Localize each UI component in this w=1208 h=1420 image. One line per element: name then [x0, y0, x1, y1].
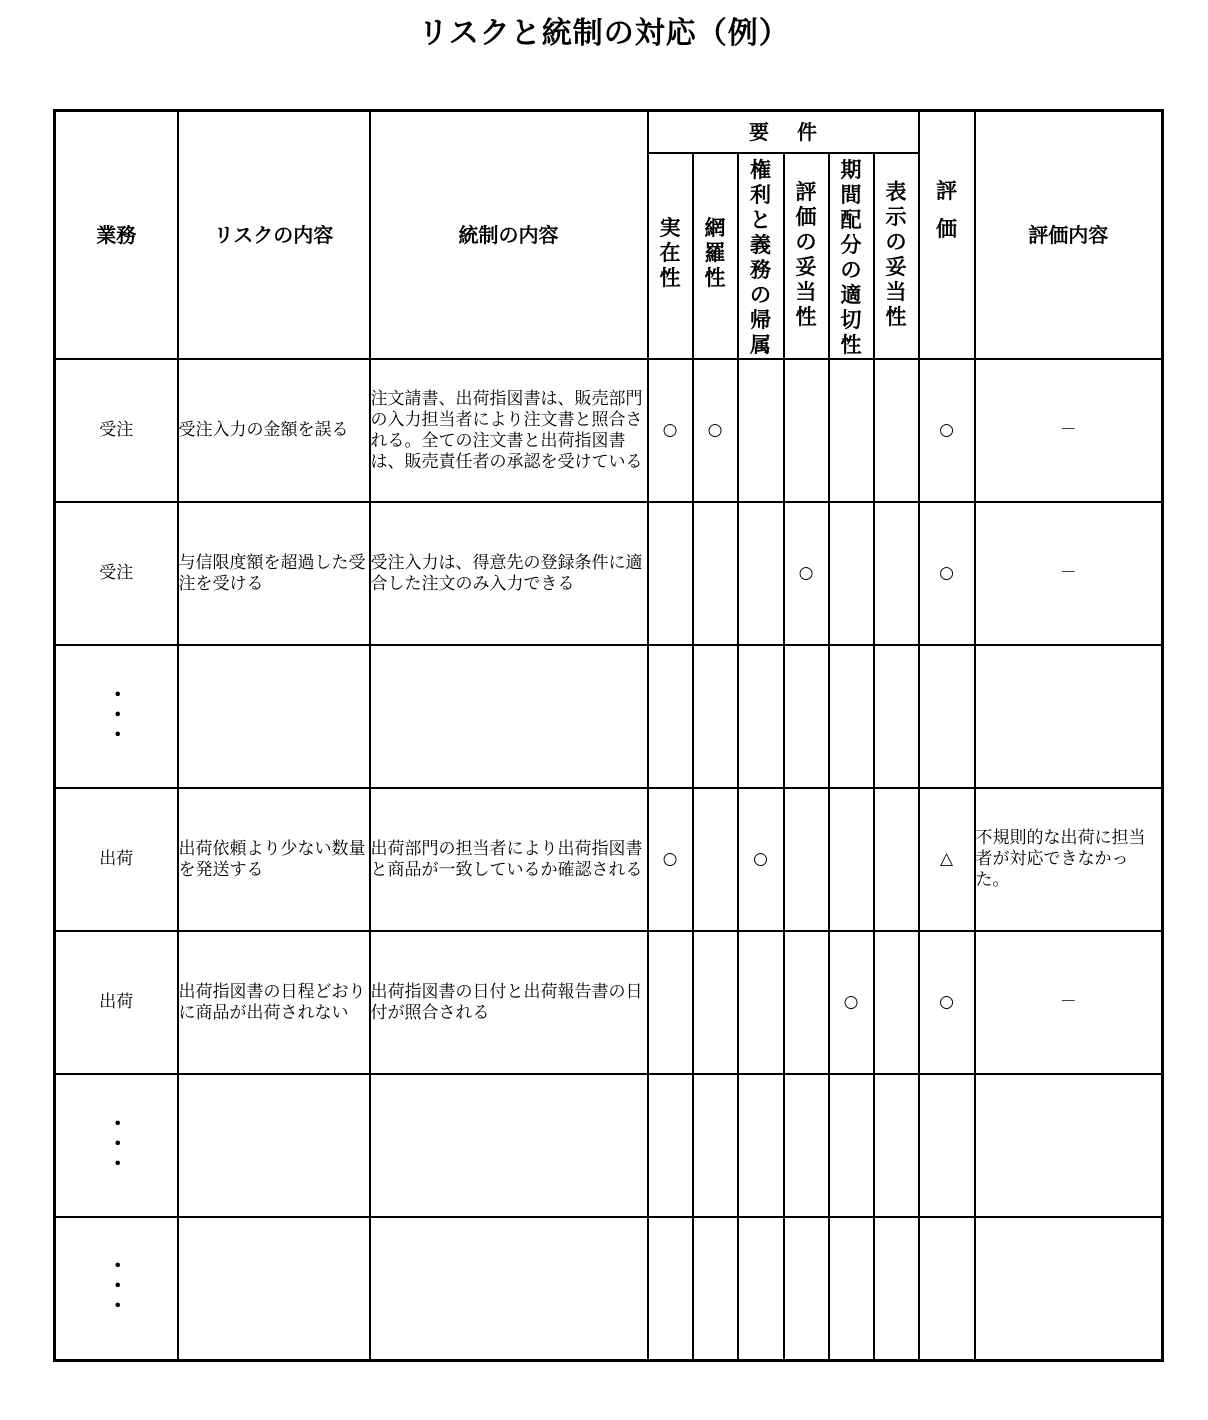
header-hyoka-dato-label: 評価の妥当性 — [795, 180, 817, 329]
cell-kenri — [738, 502, 784, 645]
cell-hyoji — [874, 359, 919, 502]
header-jitsuzai — [648, 153, 693, 359]
cell-tosei: 注文請書、出荷指図書は、販売部門の入力担当者により注文書と照合される。全ての注文書と出荷指図書は、販売責任者の承認を受けている — [370, 359, 648, 502]
cell-hyoka-naiyo: － — [975, 502, 1163, 645]
cell-hyoka-naiyo — [975, 1074, 1163, 1217]
cell-hyoka-dato — [784, 359, 829, 502]
cell-hyoka — [919, 1217, 975, 1360]
cell-mora — [693, 931, 738, 1074]
cell-hyoka — [919, 645, 975, 788]
cell-gyomu — [55, 1217, 178, 1360]
cell-jitsuzai — [648, 931, 693, 1074]
table-row — [55, 1217, 1163, 1360]
cell-gyomu — [55, 1074, 178, 1217]
cell-hyoka — [919, 1074, 975, 1217]
cell-mora: ○ — [693, 359, 738, 502]
cell-hyoka-naiyo — [975, 1217, 1163, 1360]
cell-jitsuzai: ○ — [648, 788, 693, 931]
cell-risk: 出荷指図書の日程どおりに商品が出荷されない — [178, 931, 370, 1074]
header-hyoji-label: 表示の妥当性 — [885, 180, 907, 329]
cell-gyomu: 受注 — [55, 359, 178, 502]
cell-jitsuzai — [648, 645, 693, 788]
cell-gyomu: 出荷 — [55, 788, 178, 931]
cell-risk: 受注入力の金額を誤る — [178, 359, 370, 502]
cell-kikan — [829, 788, 874, 931]
cell-hyoji — [874, 1074, 919, 1217]
header-kikan-label: 期間配分の適切性 — [840, 158, 862, 357]
table-row — [55, 645, 1163, 788]
ellipsis-dots: ・・・ — [104, 1112, 129, 1173]
cell-hyoka-naiyo: － — [975, 359, 1163, 502]
table-row — [55, 931, 1163, 1074]
cell-hyoka-dato — [784, 1074, 829, 1217]
cell-risk: 与信限度額を超過した受注を受ける — [178, 502, 370, 645]
header-tosei: 統制の内容 — [370, 111, 648, 360]
header-hyoka-label: 評価 — [936, 179, 957, 241]
cell-hyoka-dato — [784, 645, 829, 788]
header-kikan — [829, 153, 874, 359]
cell-kikan: ○ — [829, 931, 874, 1074]
cell-kenri — [738, 1217, 784, 1360]
risk-control-table — [53, 109, 1164, 1362]
cell-hyoka-dato — [784, 931, 829, 1074]
cell-mora — [693, 788, 738, 931]
cell-mora — [693, 1074, 738, 1217]
header-jitsuzai-label: 実在性 — [659, 216, 681, 290]
header-hyoka-dato — [784, 153, 829, 359]
cell-mora — [693, 1217, 738, 1360]
cell-hyoka: ○ — [919, 359, 975, 502]
cell-hyoka-naiyo — [975, 645, 1163, 788]
cell-tosei — [370, 1217, 648, 1360]
ellipsis-dots: ・・・ — [104, 683, 129, 744]
cell-tosei: 出荷部門の担当者により出荷指図書と商品が一致しているか確認される — [370, 788, 648, 931]
header-yoken: 要件 — [648, 111, 919, 154]
cell-kenri — [738, 645, 784, 788]
cell-tosei: 受注入力は、得意先の登録条件に適合した注文のみ入力できる — [370, 502, 648, 645]
cell-hyoka-dato — [784, 788, 829, 931]
header-mora-label: 網羅性 — [704, 216, 726, 290]
cell-hyoka-dato — [784, 1217, 829, 1360]
header-kenri-label: 権利と義務の帰属 — [750, 158, 771, 357]
table-row — [55, 788, 1163, 931]
header-hyoka-naiyo: 評価内容 — [975, 111, 1163, 360]
cell-gyomu — [55, 645, 178, 788]
cell-jitsuzai: ○ — [648, 359, 693, 502]
table-row — [55, 502, 1163, 645]
cell-hyoka-naiyo: 不規則的な出荷に担当者が対応できなかった。 — [975, 788, 1163, 931]
cell-kikan — [829, 645, 874, 788]
cell-jitsuzai — [648, 1074, 693, 1217]
ellipsis-dots: ・・・ — [104, 1255, 129, 1316]
page-title: リスクと統制の対応（例） — [418, 16, 790, 51]
cell-tosei: 出荷指図書の日付と出荷報告書の日付が照合される — [370, 931, 648, 1074]
cell-jitsuzai — [648, 502, 693, 645]
cell-risk: 出荷依頼より少ない数量を発送する — [178, 788, 370, 931]
cell-kenri — [738, 931, 784, 1074]
cell-mora — [693, 502, 738, 645]
cell-hyoji — [874, 1217, 919, 1360]
cell-kenri — [738, 359, 784, 502]
cell-hyoji — [874, 788, 919, 931]
cell-hyoji — [874, 931, 919, 1074]
header-kenri — [738, 153, 784, 359]
header-mora — [693, 153, 738, 359]
cell-hyoka-naiyo: － — [975, 931, 1163, 1074]
cell-hyoka: ○ — [919, 502, 975, 645]
header-hyoka — [919, 111, 975, 360]
cell-kikan — [829, 502, 874, 645]
cell-risk — [178, 1074, 370, 1217]
cell-kikan — [829, 1217, 874, 1360]
cell-mora — [693, 645, 738, 788]
cell-gyomu: 出荷 — [55, 931, 178, 1074]
cell-risk — [178, 645, 370, 788]
cell-gyomu: 受注 — [55, 502, 178, 645]
table-row — [55, 359, 1163, 502]
cell-kikan — [829, 1074, 874, 1217]
cell-hyoji — [874, 502, 919, 645]
header-risk: リスクの内容 — [178, 111, 370, 360]
header-hyoji — [874, 153, 919, 359]
cell-hyoka: ○ — [919, 931, 975, 1074]
cell-kenri — [738, 1074, 784, 1217]
cell-risk — [178, 1217, 370, 1360]
cell-hyoka-dato: ○ — [784, 502, 829, 645]
cell-jitsuzai — [648, 1217, 693, 1360]
cell-tosei — [370, 1074, 648, 1217]
cell-kenri: ○ — [738, 788, 784, 931]
header-gyomu: 業務 — [55, 111, 178, 360]
cell-hyoji — [874, 645, 919, 788]
table-row — [55, 1074, 1163, 1217]
cell-hyoka: △ — [919, 788, 975, 931]
cell-tosei — [370, 645, 648, 788]
cell-kikan — [829, 359, 874, 502]
